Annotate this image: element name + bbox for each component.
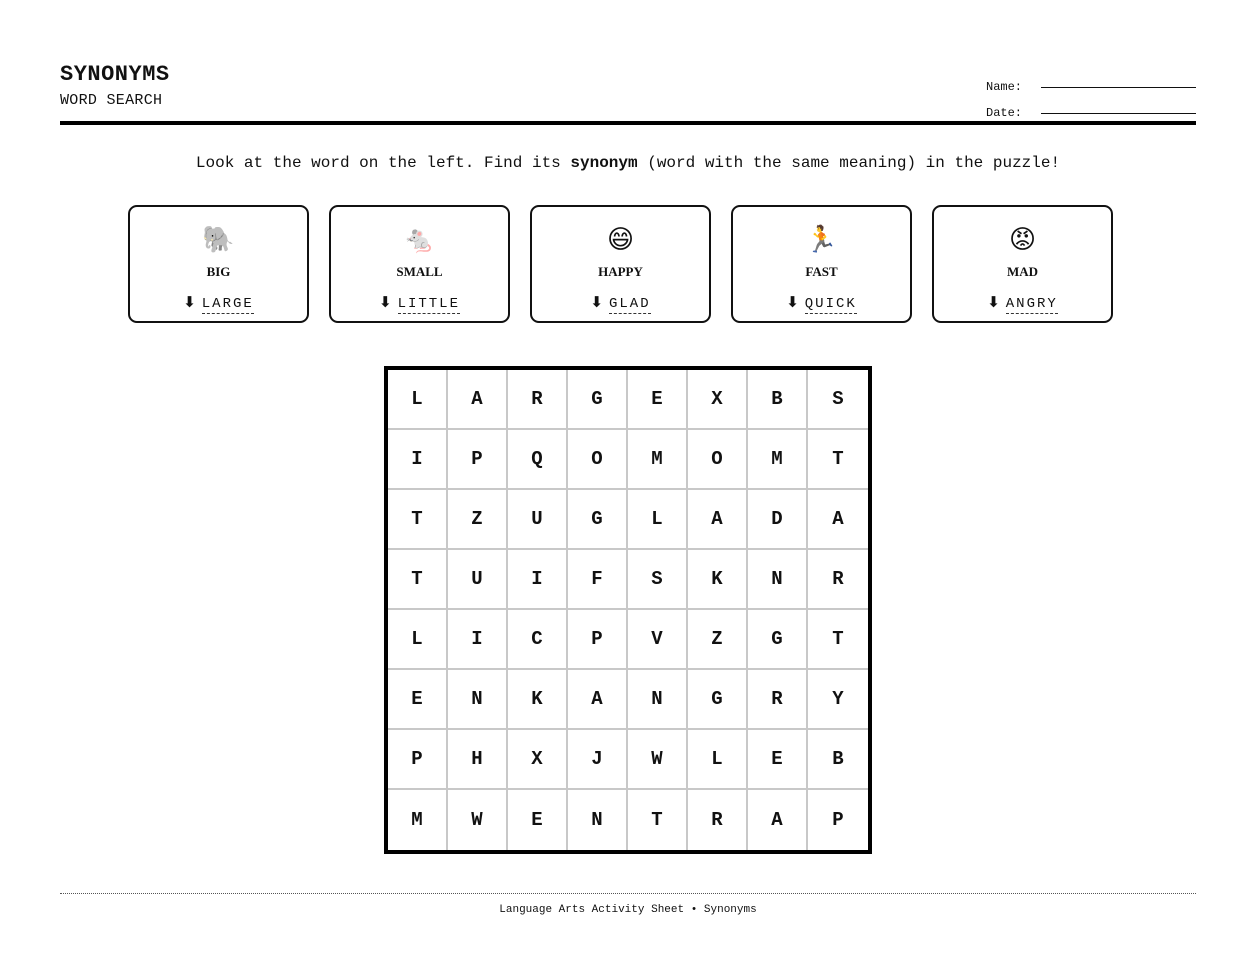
grid-cell-r8-c4[interactable]: N xyxy=(568,790,628,850)
grid-cell-r6-c3[interactable]: K xyxy=(508,670,568,730)
word-cards xyxy=(128,205,1113,323)
grid-cell-r4-c5[interactable]: S xyxy=(628,550,688,610)
grid-cell-r1-c6[interactable]: X xyxy=(688,370,748,430)
grid-cell-r1-c4[interactable]: G xyxy=(568,370,628,430)
grid-cell-r6-c4[interactable]: A xyxy=(568,670,628,730)
synonym-row xyxy=(331,293,508,314)
grid-cell-r7-c1[interactable]: P xyxy=(388,730,448,790)
grid-cell-r5-c4[interactable]: P xyxy=(568,610,628,670)
runner-icon: 🏃 xyxy=(805,225,838,255)
grid-cell-r7-c8[interactable]: B xyxy=(808,730,868,790)
grid-cell-r4-c6[interactable]: K xyxy=(688,550,748,610)
date-label: Date: xyxy=(986,106,1023,120)
grid-cell-r3-c4[interactable]: G xyxy=(568,490,628,550)
worksheet-header xyxy=(60,60,1196,122)
word-search-grid xyxy=(384,366,872,854)
grid-cell-r7-c5[interactable]: W xyxy=(628,730,688,790)
grid-cell-r6-c8[interactable]: Y xyxy=(808,670,868,730)
grid-cell-r8-c8[interactable]: P xyxy=(832,809,844,831)
synonym-row xyxy=(934,293,1111,314)
grid-cell-r5-c6[interactable]: Z xyxy=(688,610,748,670)
grid-cell-r2-c3[interactable]: Q xyxy=(508,430,568,490)
grid-cell-r2-c4[interactable]: O xyxy=(568,430,628,490)
grid-cell-r8-c3[interactable]: E xyxy=(508,790,568,850)
grid-cell-r5-c7[interactable]: G xyxy=(748,610,808,670)
grid-cell-r5-c8[interactable]: T xyxy=(808,610,868,670)
synonym-row xyxy=(130,293,307,314)
grid-cell-r4-c4[interactable]: F xyxy=(568,550,628,610)
synonym-row xyxy=(532,293,709,314)
word-card-happy xyxy=(530,205,711,323)
header-divider xyxy=(60,121,1196,125)
grid-cell-r6-c5[interactable]: N xyxy=(628,670,688,730)
student-fields xyxy=(986,68,1196,120)
grid-cell-r3-c7[interactable]: D xyxy=(748,490,808,550)
arrow-down-icon: ⬇ xyxy=(183,293,196,311)
word-card-mad xyxy=(932,205,1113,323)
grid-cell-r3-c1[interactable]: T xyxy=(388,490,448,550)
grid-cell-r3-c8[interactable]: A xyxy=(808,490,868,550)
card-synonym: LITTLE xyxy=(397,296,460,312)
grid-cell-r1-c5[interactable]: E xyxy=(628,370,688,430)
grid-cell-r1-c1[interactable]: L xyxy=(388,370,448,430)
footer-text: Language Arts Activity Sheet • Synonyms xyxy=(499,904,757,916)
instructions xyxy=(60,154,1196,172)
grid-cell-r2-c8[interactable]: T xyxy=(808,430,868,490)
grid-cell-r1-c7[interactable]: B xyxy=(748,370,808,430)
card-word: HAPPY xyxy=(598,264,643,279)
instructions-text-before: Look at the word on the left. Find its xyxy=(195,154,571,172)
footer-divider xyxy=(60,893,1196,894)
mouse-icon: 🐁 xyxy=(403,225,436,255)
card-word: MAD xyxy=(1006,264,1039,279)
grid-cell-r3-c5[interactable]: L xyxy=(628,490,688,550)
grid-cell-r8-c5[interactable]: T xyxy=(628,790,688,850)
synonym-row xyxy=(733,293,910,314)
grid-cell-r8-c2[interactable]: W xyxy=(448,790,508,850)
date-field xyxy=(986,94,1196,120)
word-card-big xyxy=(128,205,309,323)
grid-cell-r8-c6[interactable]: R xyxy=(688,790,748,850)
name-field xyxy=(986,68,1196,94)
card-synonym: QUICK xyxy=(804,296,857,312)
card-word: FAST xyxy=(805,264,838,279)
angry-face-icon: 😡 xyxy=(1008,225,1037,255)
card-synonym: GLAD xyxy=(608,296,651,312)
grid-cell-r5-c5[interactable]: V xyxy=(628,610,688,670)
card-synonym: LARGE xyxy=(201,296,254,312)
grid-cell-r3-c6[interactable]: A xyxy=(688,490,748,550)
card-word: BIG xyxy=(206,264,231,279)
arrow-down-icon: ⬇ xyxy=(987,293,1000,311)
grid-cell-r4-c3[interactable]: I xyxy=(508,550,568,610)
grinning-face-icon: 😄 xyxy=(606,225,635,255)
grid-cell-r2-c7[interactable]: M xyxy=(748,430,808,490)
arrow-down-icon: ⬇ xyxy=(786,293,799,311)
grid-cell-r7-c7[interactable]: E xyxy=(748,730,808,790)
grid-cell-r1-c2[interactable]: A xyxy=(448,370,508,430)
grid-cell-r2-c2[interactable]: P xyxy=(448,430,508,490)
grid-cell-r5-c3[interactable]: C xyxy=(508,610,568,670)
instructions-emphasis: synonym xyxy=(570,154,638,172)
grid-cell-r3-c3[interactable]: U xyxy=(508,490,568,550)
grid-cell-r6-c2[interactable]: N xyxy=(448,670,508,730)
grid-cell-r3-c2[interactable]: Z xyxy=(448,490,508,550)
arrow-down-icon: ⬇ xyxy=(590,293,603,311)
grid-cell-r7-c6[interactable]: L xyxy=(688,730,748,790)
grid-cell-r1-c8[interactable]: S xyxy=(808,370,868,430)
grid-cell-r6-c7[interactable]: R xyxy=(748,670,808,730)
grid-cell-r1-c3[interactable]: R xyxy=(508,370,568,430)
grid-cell-r7-c3[interactable]: X xyxy=(508,730,568,790)
grid-cell-r2-c1[interactable]: I xyxy=(388,430,448,490)
word-card-small xyxy=(329,205,510,323)
grid-cell-r5-c2[interactable]: I xyxy=(448,610,508,670)
grid-cell-r7-c2[interactable]: H xyxy=(448,730,508,790)
grid-cell-r4-c8[interactable]: R xyxy=(808,550,868,610)
grid-cell-r2-c5[interactable]: M xyxy=(628,430,688,490)
page-subtitle: WORD SEARCH xyxy=(60,92,163,109)
grid-cell-r7-c4[interactable]: J xyxy=(568,730,628,790)
grid-cell-r6-c6[interactable]: G xyxy=(688,670,748,730)
name-blank-line[interactable] xyxy=(1041,75,1196,88)
instructions-text-after: (word with the same meaning) in the puzzle! xyxy=(637,154,1061,172)
date-blank-line[interactable] xyxy=(1041,101,1196,114)
grid-cell-r4-c2[interactable]: U xyxy=(448,550,508,610)
grid-cell-r4-c7[interactable]: N xyxy=(748,550,808,610)
grid-cell-r2-c6[interactable]: O xyxy=(688,430,748,490)
elephant-icon: 🐘 xyxy=(202,225,235,255)
grid-cell-r6-c1[interactable]: E xyxy=(388,670,448,730)
card-synonym: ANGRY xyxy=(1005,296,1058,312)
grid-cell-r4-c1[interactable]: T xyxy=(388,550,448,610)
page-title: SYNONYMS xyxy=(60,62,170,87)
word-card-fast xyxy=(731,205,912,323)
name-label: Name: xyxy=(986,80,1023,94)
arrow-down-icon: ⬇ xyxy=(379,293,392,311)
grid-cell-r5-c1[interactable]: L xyxy=(388,610,448,670)
grid-cell-r8-c7[interactable]: A xyxy=(748,790,808,850)
card-word: SMALL xyxy=(396,264,443,279)
grid-cell-r8-c1[interactable]: M xyxy=(388,790,448,850)
